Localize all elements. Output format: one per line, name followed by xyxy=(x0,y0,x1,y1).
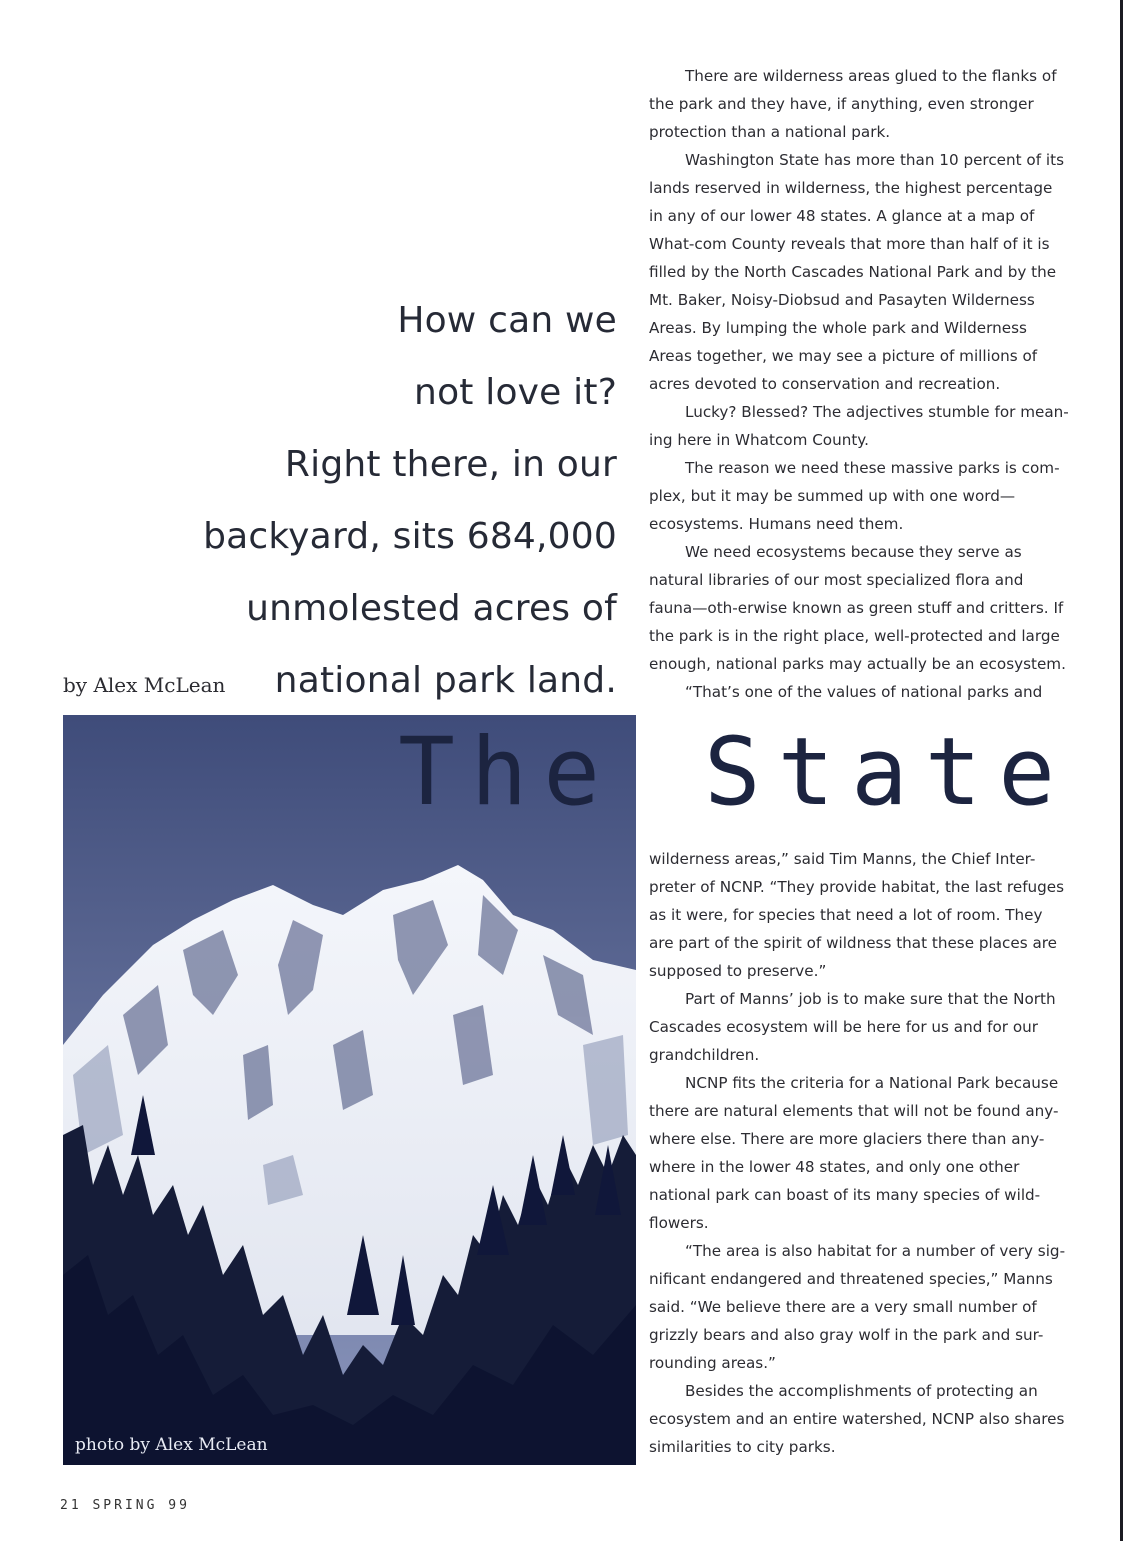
article-paragraph: The reason we need these massive parks is com-plex, but it may be summed up with one word— ecosystems. Humans need them. xyxy=(649,459,1060,533)
article-paragraph: wilderness areas,” said Tim Manns, the Chief Inter-preter of NCNP. “They provide habitat, the last refuges as it were, for species that need a lot of room. They are part of the spirit of wildness that these places are supposed to preserve.” xyxy=(649,850,1065,980)
pull-quote-line: Right there, in our xyxy=(284,444,617,485)
article-paragraph: We need ecosystems because they serve as natural libraries of our most specialized flora and fauna—oth-erwise known as green stuff and critters. If the park is in the right place, well-protected and large enough, national parks may actually be an ecosystem. xyxy=(649,543,1066,673)
article-paragraph: Besides the accomplishments of protecting an ecosystem and an entire watershed, NCNP also shares similarities to city parks. xyxy=(649,1382,1065,1456)
article-paragraph: NCNP fits the criteria for a National Park because there are natural elements that will not be found any-where else. There are more glaciers there than any-where in the lower 48 states, and only one other national park can boast of its many species of wild-flowers. xyxy=(649,1074,1059,1232)
byline: by Alex McLean xyxy=(63,673,226,697)
pull-quote-line: unmolested acres of xyxy=(246,588,617,629)
headline-word-state: State xyxy=(704,718,1072,827)
photo-credit: photo by Alex McLean xyxy=(75,1435,268,1455)
pull-quote-line: national park land. xyxy=(274,660,617,701)
article-paragraph: There are wilderness areas glued to the flanks of the park and they have, if anything, even stronger protection than a national park. xyxy=(649,67,1057,141)
article-paragraph: “That’s one of the values of national parks and xyxy=(685,683,1043,701)
headline-word-the: The xyxy=(398,718,616,827)
article-paragraph: Lucky? Blessed? The adjectives stumble for mean-ing here in Whatcom County. xyxy=(649,403,1069,449)
mountain-photo xyxy=(63,715,636,1465)
article-column-top xyxy=(649,62,1069,706)
pull-quote-line: How can we xyxy=(397,300,617,341)
pull-quote xyxy=(197,285,617,717)
pull-quote-line: backyard, sits 684,000 xyxy=(203,516,617,557)
page-folio: 21 SPRING 99 xyxy=(60,1498,190,1513)
article-paragraph: Part of Manns’ job is to make sure that the North Cascades ecosystem will be here for us and for our grandchildren. xyxy=(649,990,1056,1064)
article-paragraph: “The area is also habitat for a number of very sig-nificant endangered and threatened species,” Manns said. “We believe there are a very small number of grizzly bears and also gray wolf in the park and sur-rounding areas.” xyxy=(649,1242,1066,1372)
article-paragraph: Washington State has more than 10 percent of its lands reserved in wilderness, the highest percentage in any of our lower 48 states. A glance at a map of What-com County reveals that more than half of it is filled by the North Cascades National Park and by the Mt. Baker, Noisy-Diobsud and Pasayten Wilderness Areas. By lumping the whole park and Wilderness Areas together, we may see a picture of millions of acres devoted to conservation and recreation. xyxy=(649,151,1064,393)
article-column-bottom xyxy=(649,845,1069,1461)
pull-quote-line: not love it? xyxy=(414,372,617,413)
